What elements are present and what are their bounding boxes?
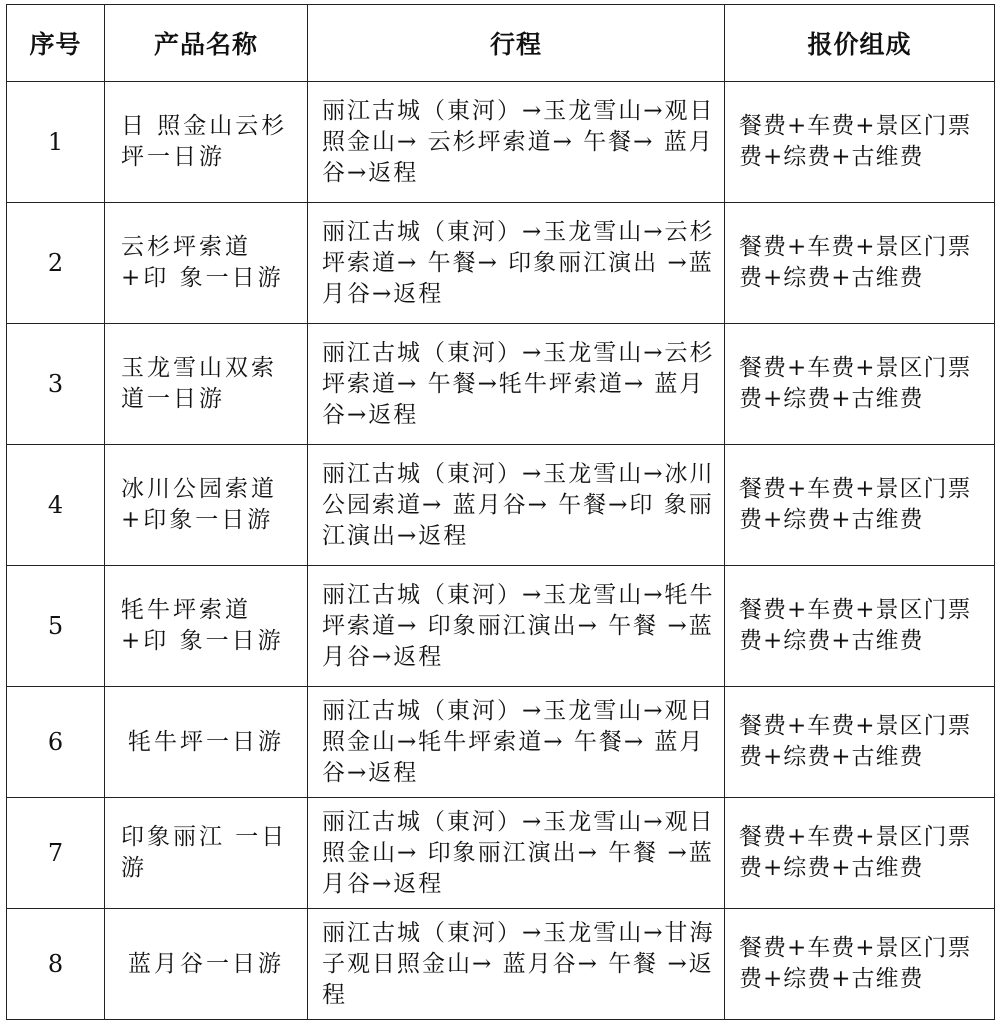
product-name: 印象丽江 一日 游 xyxy=(105,798,308,909)
table-row xyxy=(7,909,995,1020)
price-composition: 餐费+车费+景区门票费+综费+古维费 xyxy=(725,203,995,324)
itinerary: 丽江古城（東河）→玉龙雪山→冰川公园索道→ 蓝月谷→ 午餐→印 象丽江演出→返程 xyxy=(308,445,725,566)
price-composition: 餐费+车费+景区门票费+综费+古维费 xyxy=(725,82,995,203)
product-name: 云杉坪索道+印 象一日游 xyxy=(105,203,308,324)
price-composition: 餐费+车费+景区门票费+综费+古维费 xyxy=(725,566,995,687)
header-name: 产品名称 xyxy=(105,5,308,82)
row-number: 4 xyxy=(7,445,105,566)
row-number: 5 xyxy=(7,566,105,687)
product-name: 蓝月谷一日游 xyxy=(105,909,308,1020)
itinerary: 丽江古城（東河）→玉龙雪山→云杉坪索道→ 午餐→牦牛坪索道→ 蓝月谷→返程 xyxy=(308,324,725,445)
header-no: 序号 xyxy=(7,5,105,82)
row-number: 6 xyxy=(7,687,105,798)
itinerary: 丽江古城（東河）→玉龙雪山→甘海子观日照金山→ 蓝月谷→ 午餐 →返程 xyxy=(308,909,725,1020)
table-row xyxy=(7,324,995,445)
product-name: 玉龙雪山双索道一日游 xyxy=(105,324,308,445)
table-row xyxy=(7,798,995,909)
itinerary: 丽江古城（東河）→玉龙雪山→牦牛坪索道→ 印象丽江演出→ 午餐 →蓝月谷→返程 xyxy=(308,566,725,687)
table-row xyxy=(7,82,995,203)
header-route: 行程 xyxy=(308,5,725,82)
row-number: 3 xyxy=(7,324,105,445)
table-row xyxy=(7,566,995,687)
price-composition: 餐费+车费+景区门票费+综费+古维费 xyxy=(725,798,995,909)
itinerary: 丽江古城（東河）→玉龙雪山→云杉坪索道→ 午餐→ 印象丽江演出 →蓝月谷→返程 xyxy=(308,203,725,324)
row-number: 2 xyxy=(7,203,105,324)
table-row xyxy=(7,203,995,324)
product-name: 牦牛坪索道+印 象一日游 xyxy=(105,566,308,687)
price-composition: 餐费+车费+景区门票费+综费+古维费 xyxy=(725,324,995,445)
price-composition: 餐费+车费+景区门票费+综费+古维费 xyxy=(725,445,995,566)
price-composition: 餐费+车费+景区门票费+综费+古维费 xyxy=(725,909,995,1020)
table-row xyxy=(7,445,995,566)
row-number: 8 xyxy=(7,909,105,1020)
table-header-row xyxy=(7,5,995,82)
price-composition: 餐费+车费+景区门票费+综费+古维费 xyxy=(725,687,995,798)
itinerary: 丽江古城（東河）→玉龙雪山→观日照金山→ 印象丽江演出→ 午餐 →蓝月谷→返程 xyxy=(308,798,725,909)
itinerary: 丽江古城（東河）→玉龙雪山→观日照金山→牦牛坪索道→ 午餐→ 蓝月谷→返程 xyxy=(308,687,725,798)
row-number: 7 xyxy=(7,798,105,909)
product-name: 日 照金山云杉 坪一日游 xyxy=(105,82,308,203)
row-number: 1 xyxy=(7,82,105,203)
table-row xyxy=(7,687,995,798)
product-name: 牦牛坪一日游 xyxy=(105,687,308,798)
itinerary: 丽江古城（東河）→玉龙雪山→观日照金山→ 云杉坪索道→ 午餐→ 蓝月谷→返程 xyxy=(308,82,725,203)
tour-product-table xyxy=(6,4,995,1020)
product-name: 冰川公园索道+印象一日游 xyxy=(105,445,308,566)
header-price: 报价组成 xyxy=(725,5,995,82)
